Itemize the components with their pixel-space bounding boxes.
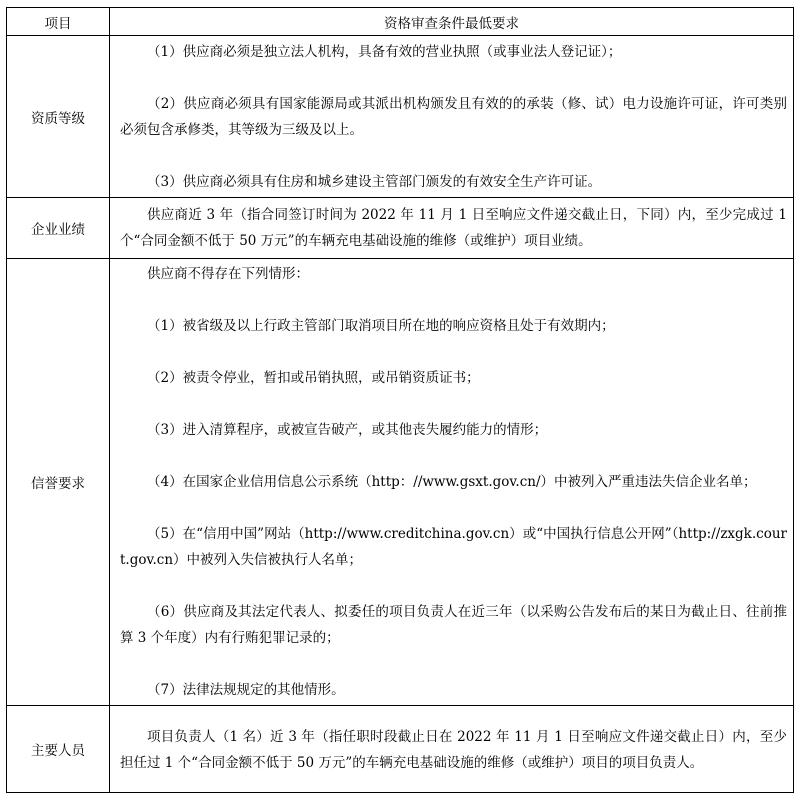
item-qualification: 资质等级 bbox=[7, 36, 110, 198]
table-row-reputation bbox=[7, 259, 794, 706]
reputation-para-3: （3）进入清算程序，或被宣告破产，或其他丧失履约能力的情形； bbox=[147, 422, 548, 438]
item-reputation: 信誉要求 bbox=[7, 259, 110, 706]
header-item: 项目 bbox=[7, 8, 110, 36]
reputation-para-7: （7）法律法规规定的其他情形。 bbox=[147, 682, 345, 698]
reputation-para-5: （5）在“信用中国”网站（http://www.creditchina.gov.cn）或“中国执行信息公开网”（http://zxgk.court.gov.cn）中被列入失信被执行人名单； bbox=[120, 526, 787, 568]
header-requirement: 资格审查条件最低要求 bbox=[110, 8, 794, 36]
reputation-para-0: 供应商不得存在下列情形： bbox=[147, 266, 309, 282]
reputation-para-4: （4）在国家企业信用信息公示系统（http：//www.gsxt.gov.cn/）中被列入严重违法失信企业名单； bbox=[147, 474, 757, 490]
qualification-para-2: （2）供应商必须具有国家能源局或其派出机构颁发且有效的的承装（修、试）电力设施许可证，许可类别必须包含承修类，其等级为三级及以上。 bbox=[120, 96, 787, 138]
content-performance bbox=[110, 198, 794, 259]
item-performance: 企业业绩 bbox=[7, 198, 110, 259]
reputation-para-6: （6）供应商及其法定代表人、拟委任的项目负责人在近三年（以采购公告发布后的某日为截止日、往前推算 3 个年度）内有行贿犯罪记录的； bbox=[120, 604, 787, 646]
table-row-qualification bbox=[7, 36, 794, 198]
table-header-row bbox=[7, 8, 794, 36]
item-staff: 主要人员 bbox=[7, 706, 110, 793]
staff-para-1: 项目负责人（1 名）近 3 年（指任职时段截止日在 2022 年 11 月 1 日至响应文件递交截止日）内，至少担任过 1 个“合同金额不低于 50 万元”的车辆充电基础设施的维修（或维护）项目的项目负责人。 bbox=[120, 728, 787, 771]
requirements-table bbox=[6, 7, 794, 793]
qualification-para-3: （3）供应商必须具有住房和城乡建设主管部门颁发的有效安全生产许可证。 bbox=[147, 174, 602, 190]
content-qualification bbox=[110, 36, 794, 198]
content-reputation bbox=[110, 259, 794, 706]
performance-para-1: 供应商近 3 年（指合同签订时间为 2022 年 11 月 1 日至响应文件递交截止日，下同）内，至少完成过 1 个“合同金额不低于 50 万元”的车辆充电基础设施的维修（或维护）项目业绩。 bbox=[120, 207, 787, 249]
reputation-para-1: （1）被省级及以上行政主管部门取消项目所在地的响应资格且处于有效期内； bbox=[147, 318, 615, 334]
reputation-para-2: （2）被责令停业，暂扣或吊销执照，或吊销资质证书； bbox=[147, 370, 480, 386]
content-staff bbox=[110, 706, 794, 793]
table-row-staff bbox=[7, 706, 794, 793]
table-row-performance bbox=[7, 198, 794, 259]
qualification-para-1: （1）供应商必须是独立法人机构，具备有效的营业执照（或事业法人登记证）； bbox=[147, 44, 622, 60]
